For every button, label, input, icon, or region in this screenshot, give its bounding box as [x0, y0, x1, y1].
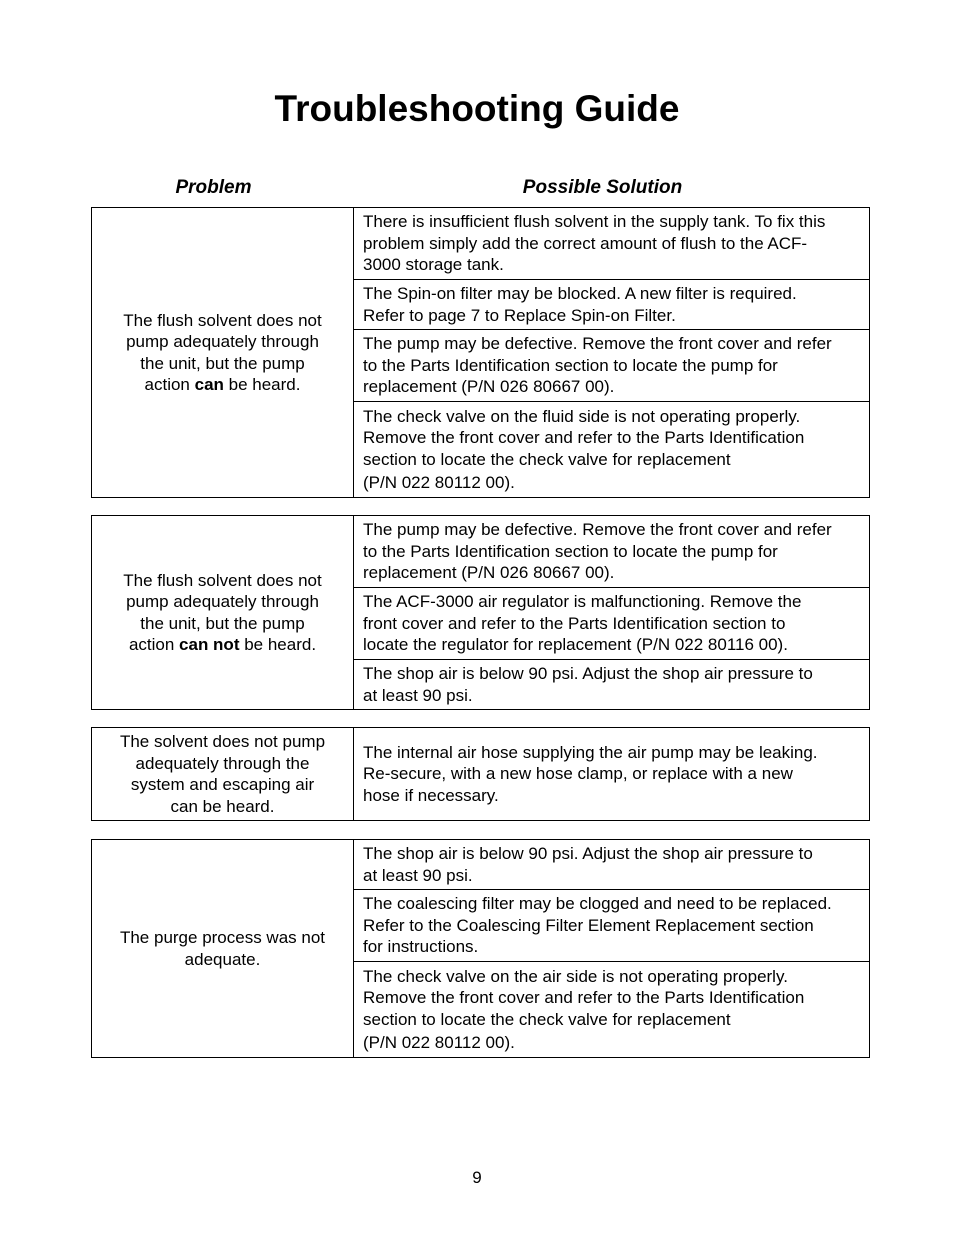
problem-line: pump adequately through	[126, 332, 319, 351]
solution-cell	[354, 728, 870, 821]
problem-line: pump adequately through	[126, 592, 319, 611]
problem-cell	[92, 728, 354, 821]
problem-line: action can not be heard.	[128, 635, 317, 654]
solution-line: Remove the front cover and refer to the Parts Identification	[363, 428, 805, 447]
solution-line: The coalescing filter may be clogged and need to be replaced.	[363, 894, 832, 914]
solution-cell	[354, 660, 870, 710]
solution-line: The ACF-3000 air regulator is malfunctioning. Remove the	[363, 592, 802, 612]
solution-cell	[354, 402, 870, 498]
problem-line: The purge process was not	[119, 928, 326, 947]
solution-line: 3000 storage tank.	[363, 255, 504, 275]
part-number: (P/N 022 80112 00).	[363, 473, 515, 492]
solution-cell	[354, 962, 870, 1058]
solution-cell	[354, 890, 870, 962]
problem-line: The solvent does not pump	[119, 732, 326, 751]
emphasis-text: can not	[179, 635, 240, 654]
problem-line: the unit, but the pump	[140, 613, 305, 633]
problem-line: The flush solvent does not	[123, 570, 322, 590]
solution-line: replacement (P/N 026 80667 00).	[363, 377, 615, 397]
solution-cell	[354, 330, 870, 402]
table-row	[92, 208, 870, 280]
page-title: Troubleshooting Guide	[274, 88, 680, 129]
problem-line: adequately through the	[135, 753, 310, 773]
solution-line: The shop air is below 90 psi. Adjust the shop air pressure to	[363, 844, 813, 863]
solution-line: to the Parts Identification section to locate the pump for	[363, 355, 778, 375]
solution-cell	[354, 516, 870, 588]
solution-line: Refer to page 7 to Replace Spin-on Filter.	[363, 305, 676, 325]
problem-cell	[92, 516, 354, 710]
solution-line: The Spin-on filter may be blocked. A new filter is required.	[363, 284, 797, 303]
table-row	[92, 840, 870, 890]
table-row	[92, 516, 870, 588]
problem-line: action can be heard.	[144, 375, 301, 394]
solution-line: The check valve on the air side is not operating properly.	[363, 966, 788, 986]
solution-line: locate the regulator for replacement (P/N 022 80116 00).	[363, 635, 788, 655]
solution-line: The pump may be defective. Remove the front cover and refer	[363, 334, 832, 354]
solution-line: The internal air hose supplying the air pump may be leaking.	[363, 742, 818, 762]
solution-line: The check valve on the fluid side is not operating properly.	[363, 406, 801, 426]
solution-line: section to locate the check valve for replacement	[363, 1009, 731, 1029]
solution-line: front cover and refer to the Parts Identification section to	[363, 613, 786, 633]
solution-line: Re-secure, with a new hose clamp, or replace with a new	[363, 764, 793, 784]
solution-line: at least 90 psi.	[363, 685, 473, 705]
troubleshooting-table-1	[91, 207, 870, 498]
part-number: (P/N 022 80112 00).	[363, 1033, 515, 1052]
solution-line: Remove the front cover and refer to the Parts Identification	[363, 988, 805, 1007]
solution-line: for instructions.	[363, 937, 479, 957]
problem-line: The flush solvent does not	[123, 310, 322, 330]
solution-cell	[354, 280, 870, 330]
troubleshooting-table-2	[91, 515, 870, 710]
solution-cell	[354, 208, 870, 280]
troubleshooting-table-4	[91, 839, 870, 1058]
solution-line: The pump may be defective. Remove the front cover and refer	[363, 520, 832, 540]
solution-line: section to locate the check valve for replacement	[363, 449, 731, 469]
solution-line: replacement (P/N 026 80667 00).	[363, 563, 615, 583]
solution-line: to the Parts Identification section to locate the pump for	[363, 541, 778, 561]
problem-cell	[92, 840, 354, 1058]
problem-line: system and escaping air	[130, 775, 315, 794]
problem-line: can be heard.	[170, 796, 275, 816]
solution-column-header: Possible Solution	[522, 177, 683, 198]
problem-line: the unit, but the pump	[140, 353, 305, 373]
table-row	[92, 728, 870, 821]
troubleshooting-table-3	[91, 727, 870, 821]
page-number: 9	[472, 1168, 482, 1187]
problem-column-header: Problem	[175, 177, 252, 198]
solution-cell	[354, 840, 870, 890]
solution-line: hose if necessary.	[363, 785, 499, 805]
solution-line: The shop air is below 90 psi. Adjust the shop air pressure to	[363, 664, 813, 683]
solution-line: at least 90 psi.	[363, 865, 473, 885]
solution-line: There is insufficient flush solvent in the supply tank. To fix this	[363, 212, 826, 232]
problem-cell	[92, 208, 354, 498]
problem-line: adequate.	[184, 949, 261, 969]
solution-line: problem simply add the correct amount of flush to the ACF-	[363, 233, 808, 253]
emphasis-text: can	[194, 375, 224, 394]
solution-line: Refer to the Coalescing Filter Element Replacement section	[363, 915, 814, 935]
solution-cell	[354, 588, 870, 660]
